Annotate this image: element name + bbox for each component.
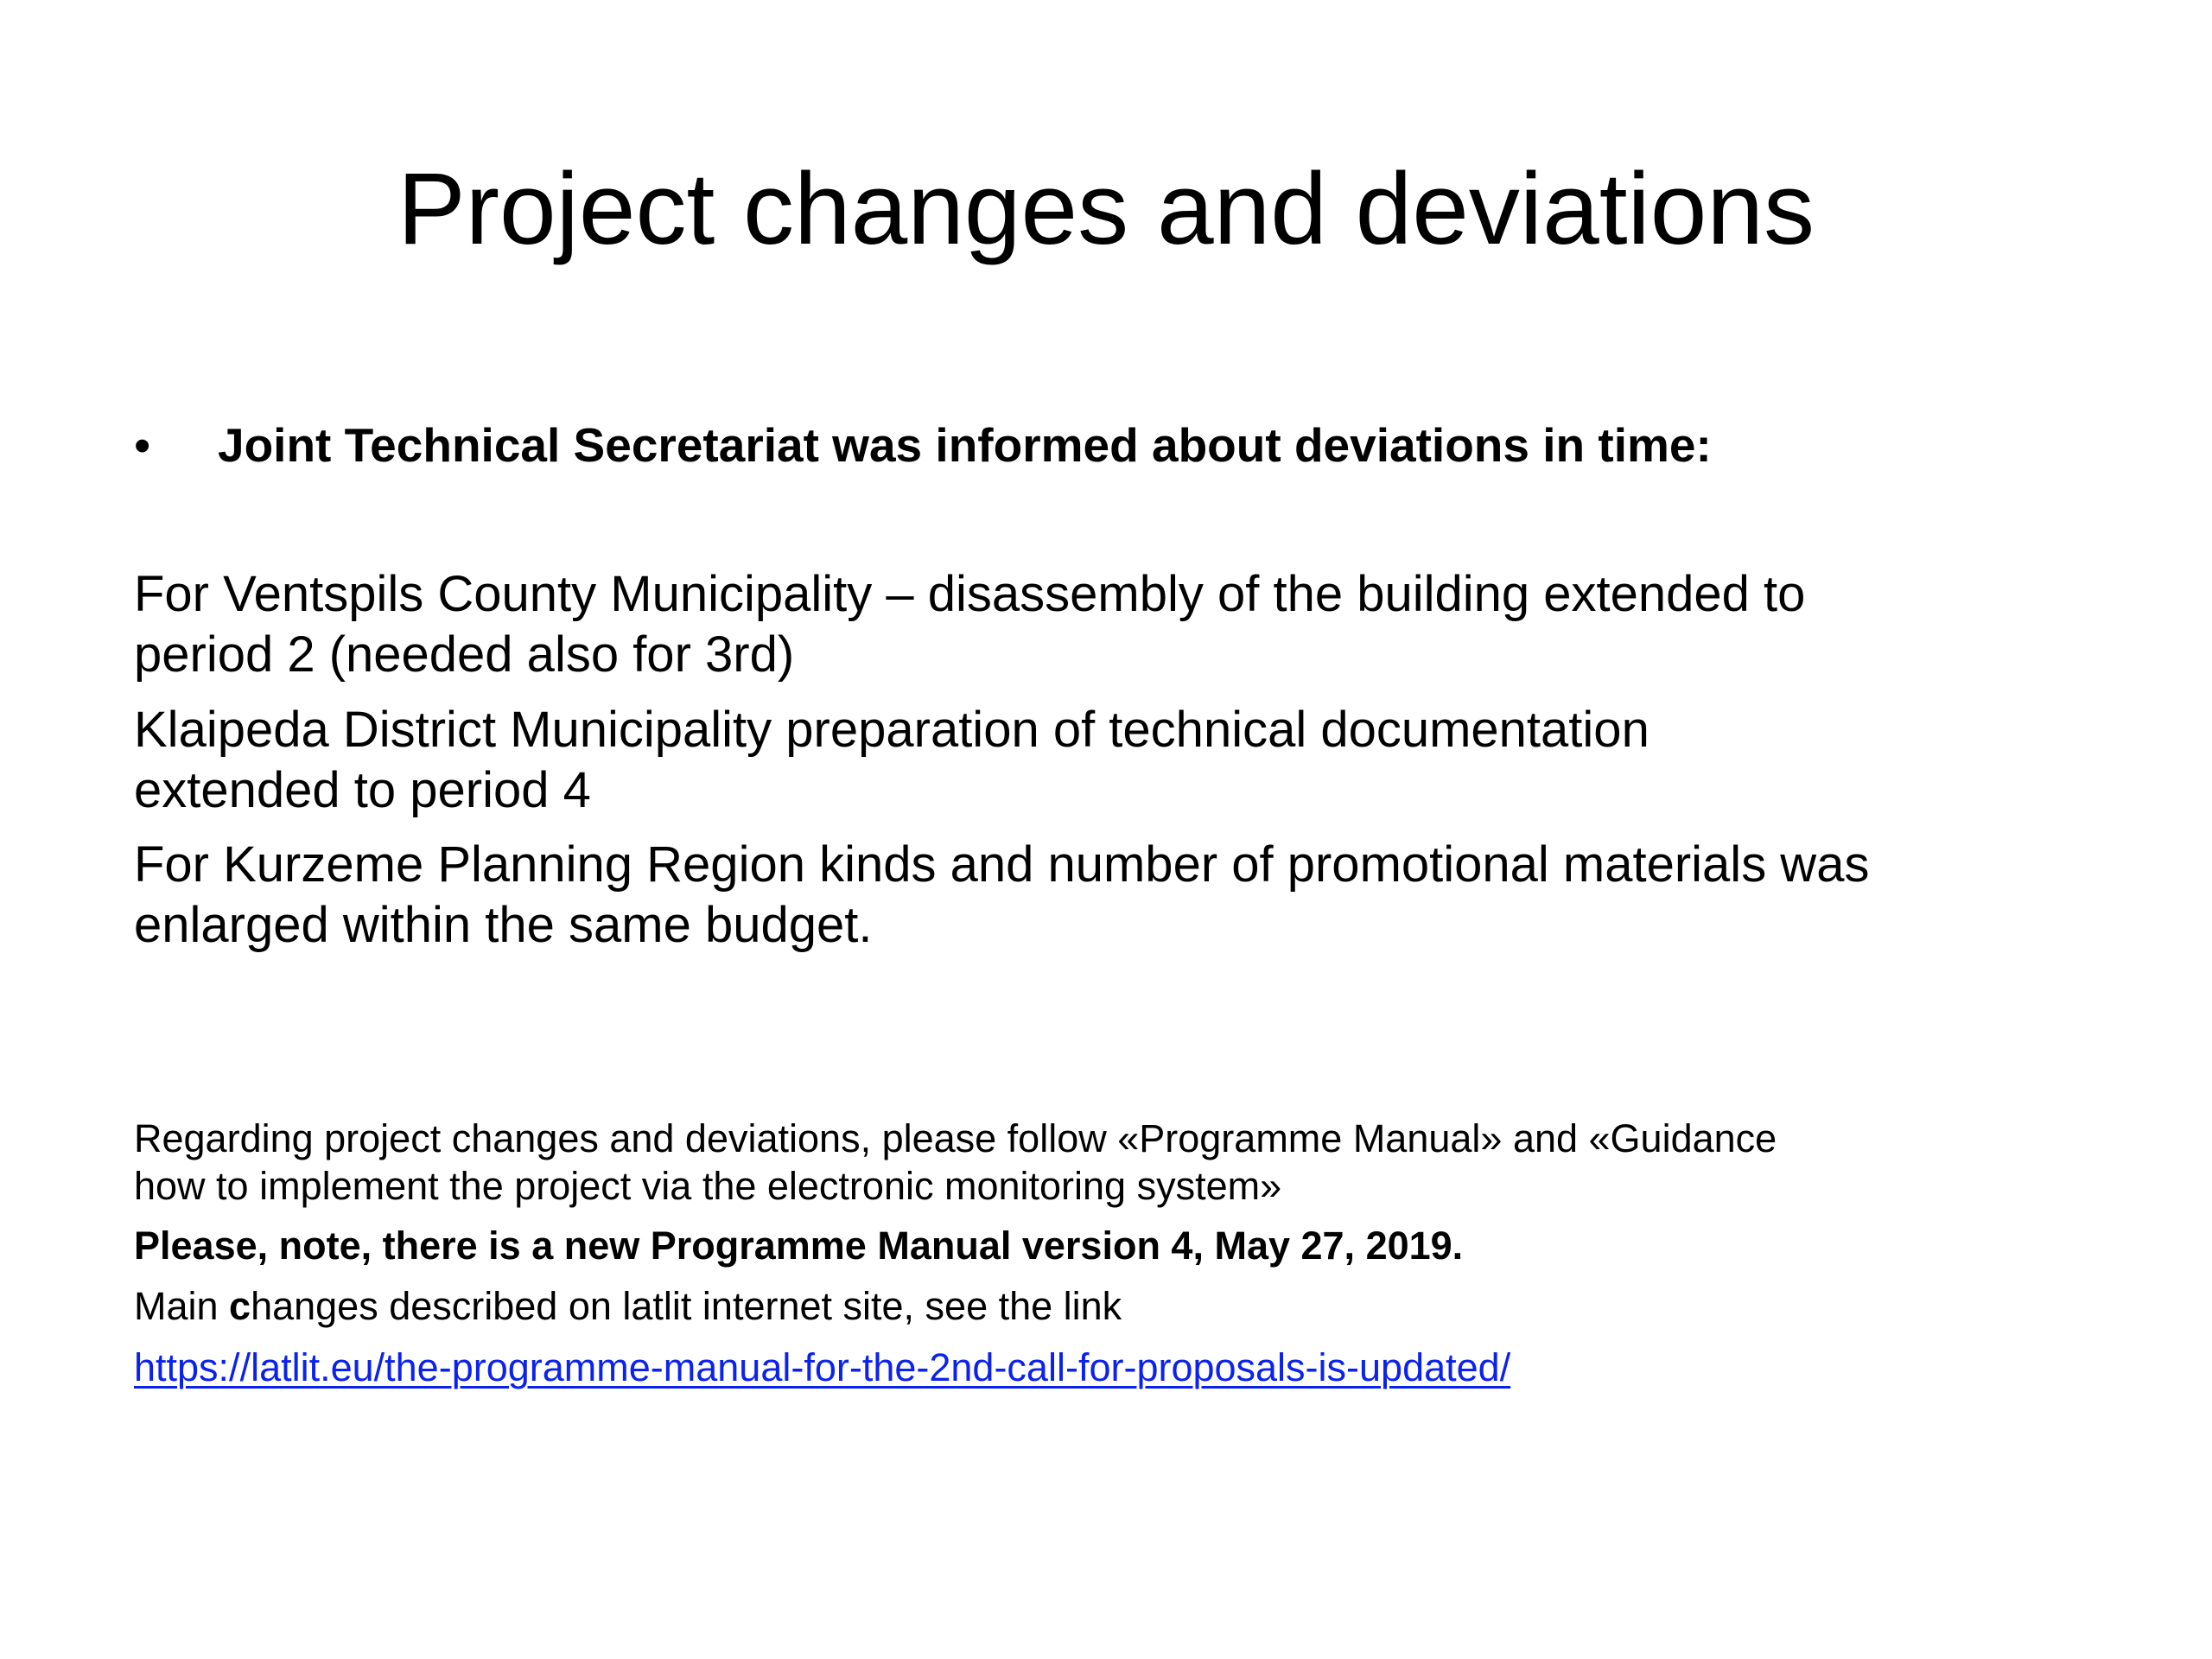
paragraph-line: For Ventspils County Municipality – disassembly of the building extended to [134, 566, 1806, 622]
main-changes-bold-letter: c [229, 1284, 251, 1328]
main-changes-rest: hanges described on latlit internet site, see the link [251, 1284, 1122, 1328]
link-paragraph [134, 1344, 2121, 1391]
manual-notice [134, 1222, 2121, 1269]
paragraph-line: extended to period 4 [134, 762, 591, 818]
slide-title: Project changes and deviations [397, 152, 1815, 266]
link-row [134, 1344, 2121, 1391]
paragraph-ventspils [134, 564, 2104, 685]
guidance-note [134, 1115, 2121, 1210]
main-changes-prefix: Main [134, 1284, 230, 1328]
paragraph-line: period 2 (needed also for 3rd) [134, 626, 795, 683]
main-changes-note [134, 1282, 2121, 1330]
paragraph-line: For Kurzeme Planning Region kinds and number of promotional materials was [134, 836, 1870, 893]
paragraph-kurzeme [134, 835, 2104, 956]
bullet-text: Joint Technical Secretariat was informed about deviations in time: [218, 418, 1712, 472]
paragraph-line: Klaipeda District Municipality preparation of technical documentation [134, 702, 1649, 758]
paragraph-line: enlarged within the same budget. [134, 897, 873, 953]
bullet-symbol: • [134, 418, 151, 472]
guidance-line: Regarding project changes and deviations, please follow «Programme Manual» and «Guidance [134, 1116, 1777, 1160]
manual-notice-text: Please, note, there is a new Programme Manual version 4, May 27, 2019. [134, 1224, 1464, 1268]
main-changes-text [134, 1282, 2121, 1330]
guidance-line: how to implement the project via the electronic monitoring system» [134, 1164, 1282, 1208]
programme-manual-link[interactable]: https://latlit.eu/the-programme-manual-for-the-2nd-call-for-proposals-is-updated/ [134, 1345, 1511, 1389]
paragraph-klaipeda [134, 700, 2104, 821]
